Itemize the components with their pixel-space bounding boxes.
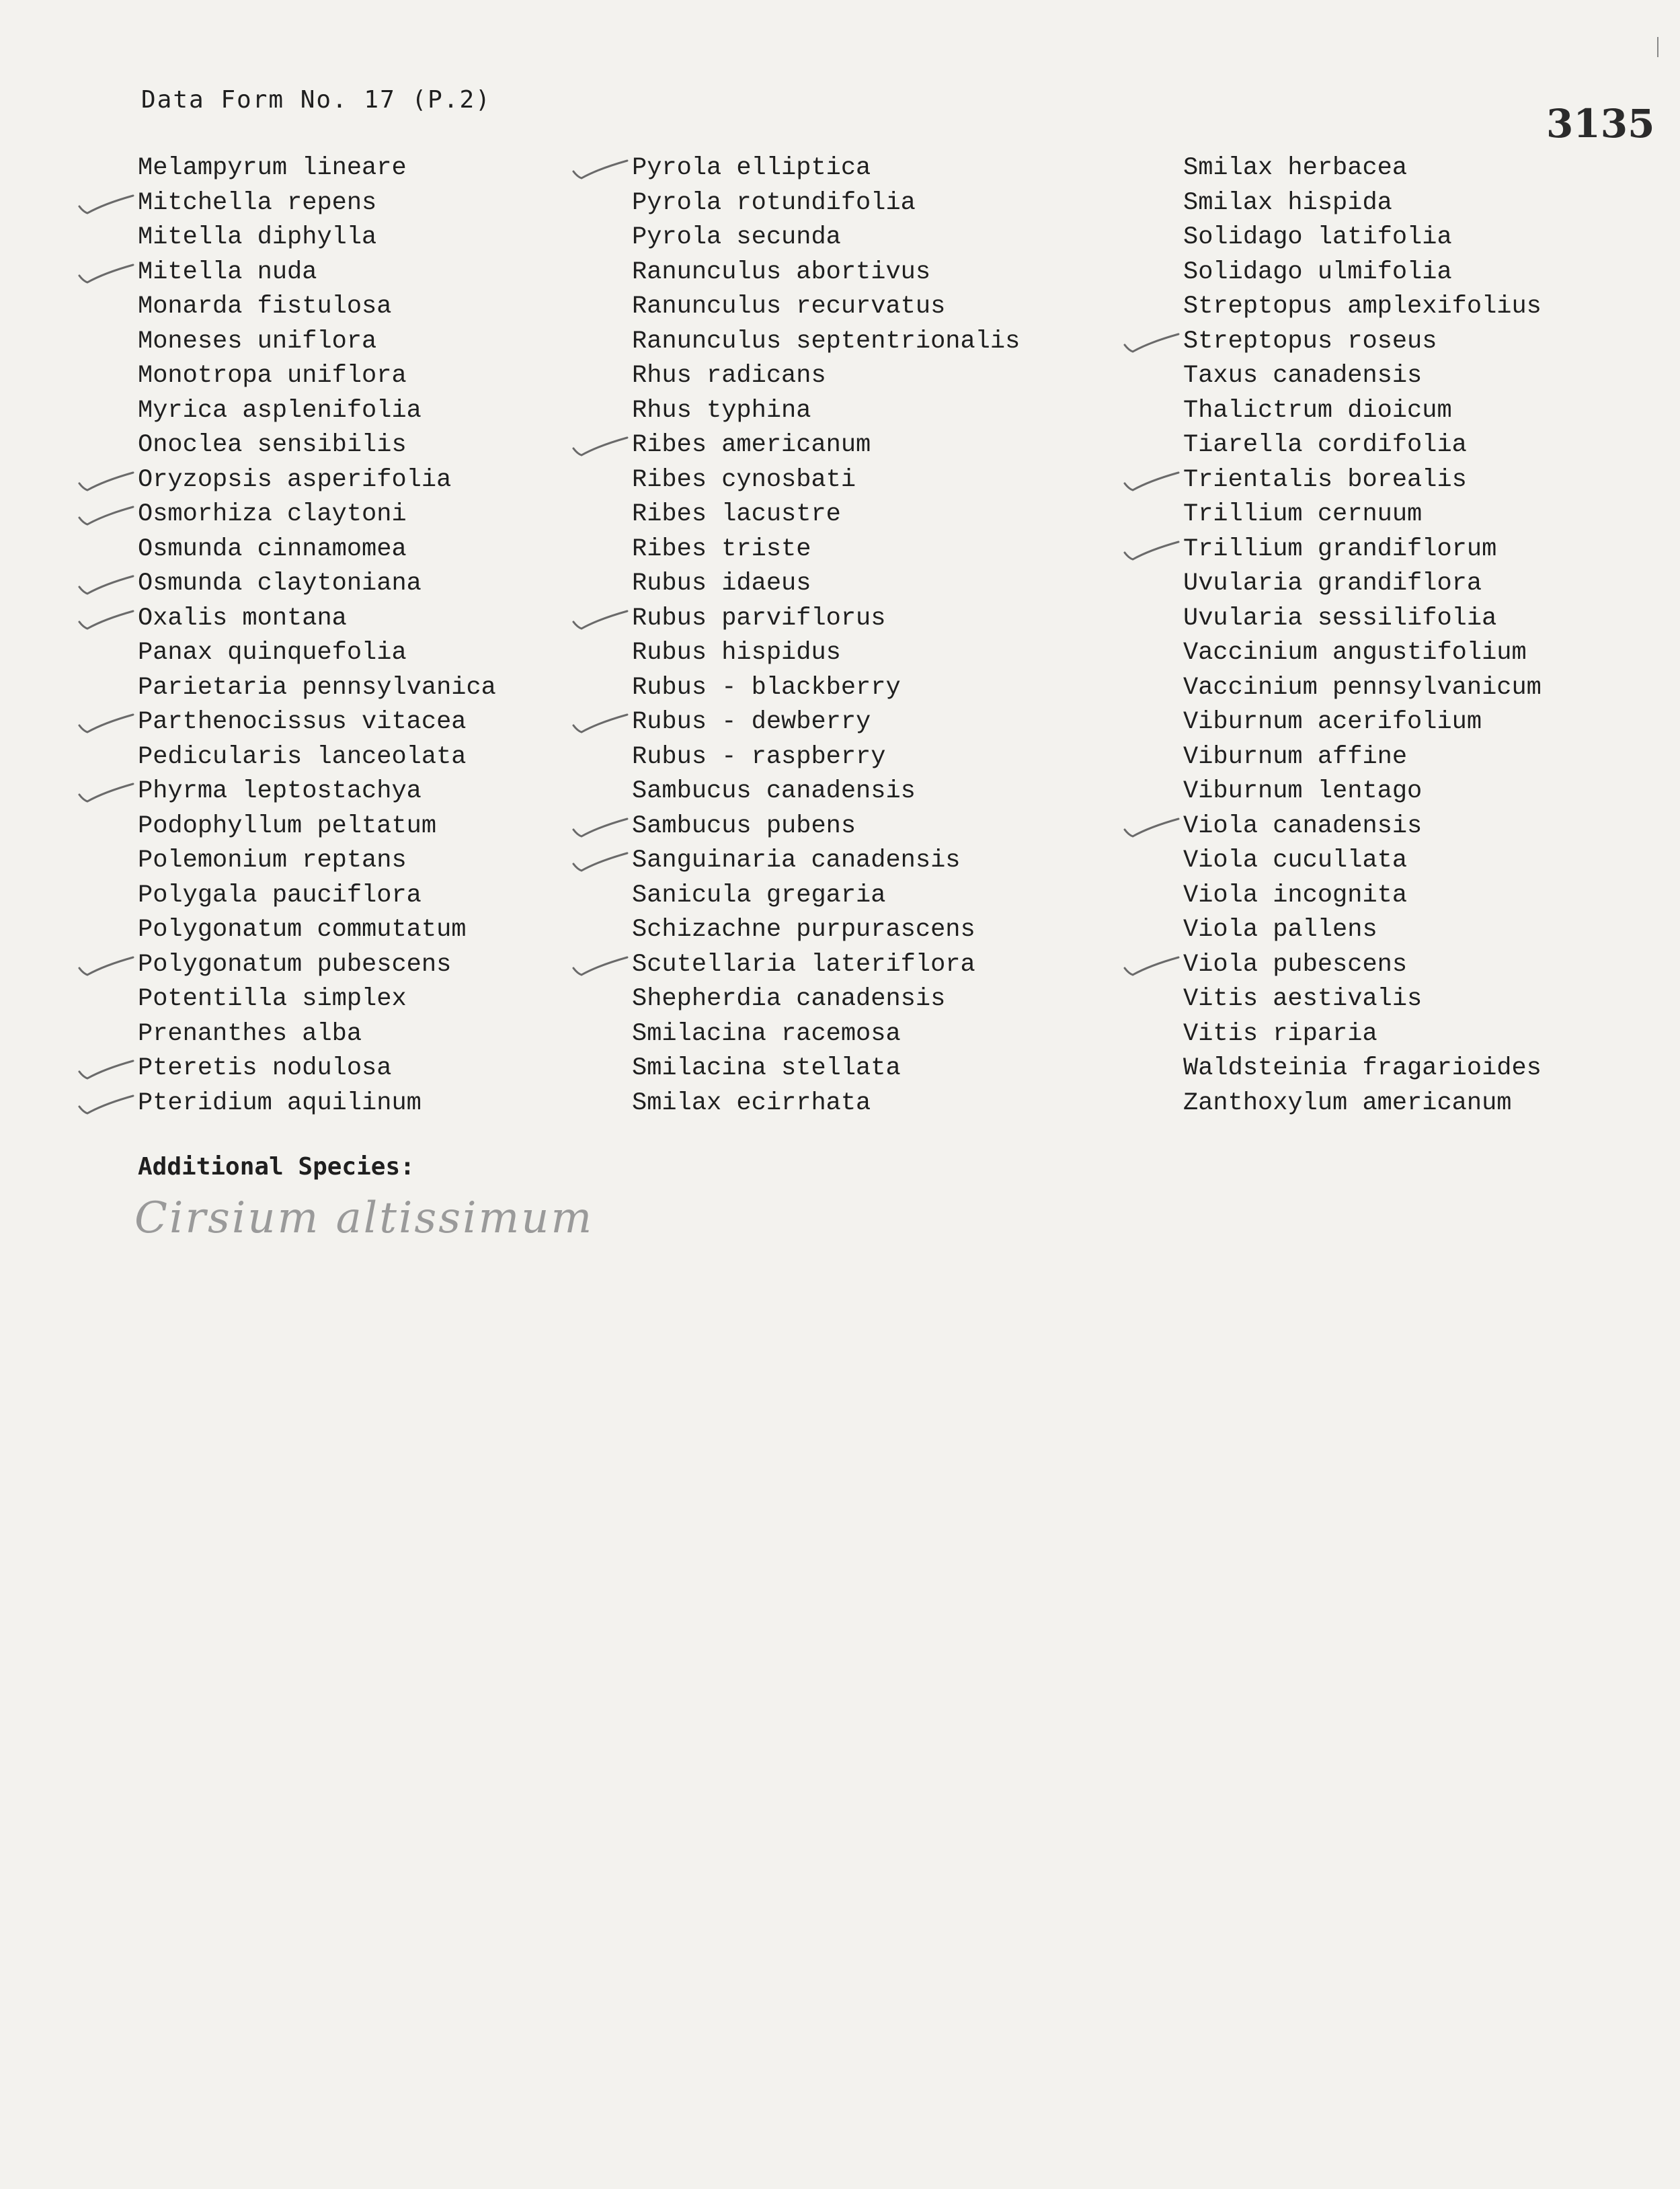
- species-name: Sanguinaria canadensis: [632, 846, 961, 875]
- species-item: [632, 567, 1020, 602]
- species-name: Viburnum acerifolium: [1183, 708, 1482, 736]
- species-name: Ribes triste: [632, 534, 811, 563]
- species-name: Mitella diphylla: [138, 223, 377, 251]
- species-item: [138, 1017, 496, 1052]
- species-name: Pyrola elliptica: [632, 154, 871, 182]
- pencil-check-mark-icon: [74, 572, 134, 596]
- species-item: [138, 255, 496, 290]
- species-name: Ribes cynosbati: [632, 465, 856, 494]
- pencil-check-mark-icon: [74, 503, 134, 527]
- species-item: [632, 151, 1020, 186]
- pencil-check-mark-icon: [1119, 330, 1180, 354]
- species-item: [138, 879, 496, 914]
- pencil-check-mark-icon: [568, 815, 629, 839]
- species-name: Uvularia grandiflora: [1183, 569, 1482, 598]
- species-name: Ranunculus septentrionalis: [632, 327, 1021, 356]
- species-item: [1183, 809, 1542, 844]
- species-name: Trillium grandiflorum: [1183, 534, 1497, 563]
- species-name: Pyrola secunda: [632, 223, 841, 251]
- pencil-check-mark-icon: [568, 711, 629, 735]
- species-item: [632, 809, 1020, 844]
- species-name: Rubus hispidus: [632, 639, 841, 667]
- species-name: Rubus - blackberry: [632, 673, 901, 702]
- species-name: Scutellaria lateriflora: [632, 950, 975, 979]
- species-name: Smilax hispida: [1183, 188, 1392, 217]
- species-item: [632, 844, 1020, 879]
- species-name: Osmorhiza claytoni: [138, 500, 407, 528]
- species-item: [1183, 740, 1542, 775]
- species-name: Moneses uniflora: [138, 327, 377, 356]
- species-name: Smilacina racemosa: [632, 1019, 901, 1048]
- pencil-check-mark-icon: [74, 261, 134, 285]
- pencil-check-mark-icon: [74, 1092, 134, 1116]
- pencil-check-mark-icon: [568, 157, 629, 181]
- species-name: Pedicularis lanceolata: [138, 742, 467, 771]
- species-name: Viburnum lentago: [1183, 777, 1423, 805]
- species-item: [1183, 567, 1542, 602]
- species-item: [138, 774, 496, 809]
- species-item: [1183, 1086, 1542, 1121]
- species-name: Smilacina stellata: [632, 1054, 901, 1082]
- species-item: [138, 1051, 496, 1086]
- pencil-check-mark-icon: [74, 711, 134, 735]
- species-name: Sambucus pubens: [632, 811, 856, 840]
- pencil-check-mark-icon: [568, 953, 629, 978]
- species-item: [1183, 221, 1542, 255]
- species-item: [1183, 428, 1542, 463]
- species-name: Viola pallens: [1183, 916, 1377, 944]
- species-name: Oryzopsis asperifolia: [138, 465, 452, 494]
- species-item: [138, 359, 496, 394]
- species-name: Viola cucullata: [1183, 846, 1408, 875]
- species-name: Viola incognita: [1183, 881, 1408, 910]
- species-item: [632, 186, 1020, 221]
- species-name: Monotropa uniflora: [138, 362, 407, 390]
- species-item: [632, 497, 1020, 532]
- species-name: Monarda fistulosa: [138, 292, 392, 321]
- species-item: [138, 1086, 496, 1121]
- species-item: [1183, 844, 1542, 879]
- species-item: [1183, 913, 1542, 948]
- species-name: Melampyrum lineare: [138, 154, 407, 182]
- additional-species-heading: Additional Species:: [138, 1153, 415, 1181]
- species-item: [1183, 255, 1542, 290]
- pencil-check-mark-icon: [74, 469, 134, 493]
- species-item: [1183, 532, 1542, 567]
- species-item: [632, 428, 1020, 463]
- species-item: [632, 255, 1020, 290]
- species-item: [1183, 394, 1542, 429]
- species-name: Streptopus roseus: [1183, 327, 1437, 356]
- species-name: Panax quinquefolia: [138, 639, 407, 667]
- species-name: Vaccinium angustifolium: [1183, 639, 1527, 667]
- species-item: [632, 221, 1020, 255]
- species-item: [632, 290, 1020, 325]
- species-name: Vaccinium pennsylvanicum: [1183, 673, 1542, 702]
- pencil-check-mark-icon: [568, 607, 629, 631]
- species-item: [138, 636, 496, 671]
- species-item: [632, 774, 1020, 809]
- species-item: [632, 982, 1020, 1017]
- species-name: Prenanthes alba: [138, 1019, 362, 1048]
- species-name: Mitella nuda: [138, 257, 317, 286]
- species-name: Polygonatum commutatum: [138, 916, 467, 944]
- species-name: Rhus radicans: [632, 362, 826, 390]
- species-item: [632, 532, 1020, 567]
- species-name: Rubus idaeus: [632, 569, 811, 598]
- species-name: Sanicula gregaria: [632, 881, 886, 910]
- pencil-check-mark-icon: [1119, 469, 1180, 493]
- species-item: [138, 221, 496, 255]
- species-item: [632, 671, 1020, 706]
- species-item: [138, 290, 496, 325]
- pencil-check-mark-icon: [568, 434, 629, 458]
- pencil-check-mark-icon: [74, 607, 134, 631]
- species-item: [138, 602, 496, 637]
- species-item: [138, 532, 496, 567]
- species-name: Ribes lacustre: [632, 500, 841, 528]
- species-item: [138, 186, 496, 221]
- species-item: [632, 1017, 1020, 1052]
- species-name: Smilax ecirrhata: [632, 1088, 871, 1117]
- species-item: [632, 913, 1020, 948]
- species-item: [138, 567, 496, 602]
- species-name: Viola canadensis: [1183, 811, 1423, 840]
- species-name: Myrica asplenifolia: [138, 396, 422, 425]
- species-name: Thalictrum dioicum: [1183, 396, 1452, 425]
- species-item: [632, 602, 1020, 637]
- species-item: [632, 394, 1020, 429]
- species-name: Pteridium aquilinum: [138, 1088, 422, 1117]
- species-name: Zanthoxylum americanum: [1183, 1088, 1512, 1117]
- species-name: Polemonium reptans: [138, 846, 407, 875]
- species-item: [1183, 463, 1542, 498]
- species-item: [632, 1086, 1020, 1121]
- species-item: [1183, 948, 1542, 983]
- species-item: [1183, 879, 1542, 914]
- species-name: Rubus - raspberry: [632, 742, 886, 771]
- pencil-check-mark-icon: [74, 780, 134, 804]
- form-title: Data Form No. 17 (P.2): [141, 86, 491, 114]
- species-item: [1183, 636, 1542, 671]
- species-name: Rhus typhina: [632, 396, 811, 425]
- species-name: Uvularia sessilifolia: [1183, 604, 1497, 633]
- species-name: Streptopus amplexifolius: [1183, 292, 1542, 321]
- species-item: [632, 879, 1020, 914]
- species-name: Vitis riparia: [1183, 1019, 1377, 1048]
- species-name: Parietaria pennsylvanica: [138, 673, 496, 702]
- pencil-check-mark-icon: [568, 849, 629, 873]
- species-name: Pteretis nodulosa: [138, 1054, 392, 1082]
- species-item: [632, 463, 1020, 498]
- corner-pencil-mark: [1657, 37, 1665, 57]
- page-number: 3135: [1546, 101, 1655, 147]
- species-item: [138, 844, 496, 879]
- species-name: Parthenocissus vitacea: [138, 708, 467, 736]
- species-name: Vitis aestivalis: [1183, 985, 1423, 1013]
- species-item: [138, 671, 496, 706]
- species-item: [1183, 325, 1542, 360]
- species-name: Viola pubescens: [1183, 950, 1408, 979]
- species-name: Solidago latifolia: [1183, 223, 1452, 251]
- species-item: [1183, 671, 1542, 706]
- species-name: Oxalis montana: [138, 604, 347, 633]
- species-item: [1183, 151, 1542, 186]
- species-name: Ribes americanum: [632, 431, 871, 459]
- species-name: Trillium cernuum: [1183, 500, 1423, 528]
- species-name: Potentilla simplex: [138, 985, 407, 1013]
- species-item: [1183, 1051, 1542, 1086]
- species-item: [138, 428, 496, 463]
- species-item: [138, 913, 496, 948]
- pencil-check-mark-icon: [74, 192, 134, 216]
- species-name: Rubus parviflorus: [632, 604, 886, 633]
- species-item: [138, 463, 496, 498]
- species-item: [138, 705, 496, 740]
- species-column-2: [632, 151, 1020, 1121]
- species-name: Smilax herbacea: [1183, 154, 1408, 182]
- species-item: [632, 1051, 1020, 1086]
- species-item: [632, 325, 1020, 360]
- pencil-check-mark-icon: [74, 1057, 134, 1081]
- species-name: Trientalis borealis: [1183, 465, 1467, 494]
- species-item: [632, 740, 1020, 775]
- species-item: [1183, 1017, 1542, 1052]
- species-name: Polygala pauciflora: [138, 881, 422, 910]
- species-name: Pyrola rotundifolia: [632, 188, 916, 217]
- species-item: [1183, 982, 1542, 1017]
- species-name: Phyrma leptostachya: [138, 777, 422, 805]
- species-name: Ranunculus recurvatus: [632, 292, 946, 321]
- species-name: Schizachne purpurascens: [632, 916, 975, 944]
- species-item: [632, 948, 1020, 983]
- species-name: Rubus - dewberry: [632, 708, 871, 736]
- species-item: [1183, 602, 1542, 637]
- species-name: Onoclea sensibilis: [138, 431, 407, 459]
- species-name: Polygonatum pubescens: [138, 950, 452, 979]
- species-item: [138, 982, 496, 1017]
- species-item: [138, 325, 496, 360]
- species-item: [632, 636, 1020, 671]
- species-name: Shepherdia canadensis: [632, 985, 946, 1013]
- species-item: [1183, 359, 1542, 394]
- species-name: Osmunda cinnamomea: [138, 534, 407, 563]
- species-item: [632, 705, 1020, 740]
- species-name: Waldsteinia fragarioides: [1183, 1054, 1542, 1082]
- species-name: Sambucus canadensis: [632, 777, 916, 805]
- species-name: Podophyllum peltatum: [138, 811, 437, 840]
- species-item: [138, 497, 496, 532]
- species-item: [138, 809, 496, 844]
- species-name: Tiarella cordifolia: [1183, 431, 1467, 459]
- pencil-check-mark-icon: [74, 953, 134, 978]
- species-item: [1183, 290, 1542, 325]
- species-item: [1183, 774, 1542, 809]
- species-item: [1183, 705, 1542, 740]
- handwritten-additional-species: Cirsium altissimum: [134, 1193, 594, 1243]
- pencil-check-mark-icon: [1119, 538, 1180, 562]
- species-item: [138, 151, 496, 186]
- species-item: [1183, 497, 1542, 532]
- species-name: Mitchella repens: [138, 188, 377, 217]
- species-name: Solidago ulmifolia: [1183, 257, 1452, 286]
- species-item: [138, 394, 496, 429]
- species-item: [632, 359, 1020, 394]
- species-name: Viburnum affine: [1183, 742, 1408, 771]
- species-item: [1183, 186, 1542, 221]
- pencil-check-mark-icon: [1119, 953, 1180, 978]
- species-name: Taxus canadensis: [1183, 362, 1423, 390]
- species-column-3: [1183, 151, 1542, 1121]
- species-name: Osmunda claytoniana: [138, 569, 422, 598]
- pencil-check-mark-icon: [1119, 815, 1180, 839]
- species-column-1: [138, 151, 496, 1121]
- species-item: [138, 948, 496, 983]
- species-item: [138, 740, 496, 775]
- species-name: Ranunculus abortivus: [632, 257, 931, 286]
